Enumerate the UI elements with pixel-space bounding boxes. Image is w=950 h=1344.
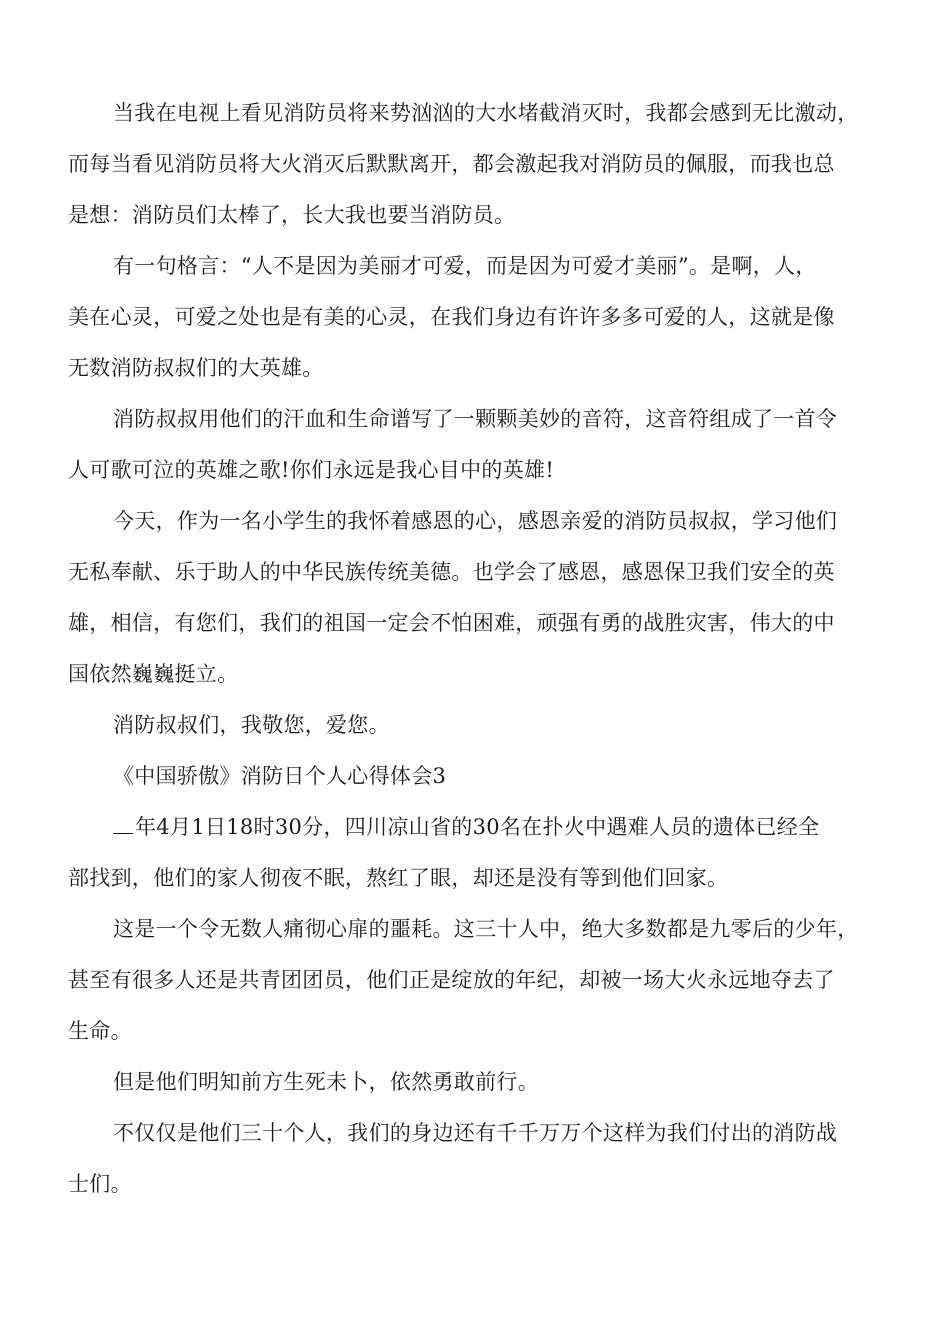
paragraph bbox=[68, 1057, 883, 1108]
document-body bbox=[68, 88, 883, 1210]
text-line: 士们。 bbox=[68, 1172, 132, 1196]
text-line: 甚至有很多人还是共青团团员，他们正是绽放的年纪，却被一场大火永远地夺去了 bbox=[68, 968, 835, 992]
blank-underline bbox=[113, 815, 133, 834]
text-line: 消防叔叔们，我敬您，爱您。 bbox=[113, 713, 390, 737]
text-line: 消防叔叔用他们的汗血和生命谱写了一颗颗美妙的音符，这音符组成了一首令 bbox=[113, 407, 838, 431]
text-line: 是想：消防员们太棒了，长大我也要当消防员。 bbox=[68, 203, 516, 227]
paragraph bbox=[68, 802, 883, 904]
text-line: 部找到，他们的家人彻夜不眠，熬红了眼，却还是没有等到他们回家。 bbox=[68, 866, 729, 890]
text-line: 当我在电视上看见消防员将来势汹汹的大水堵截消灭时，我都会感到无比激动， bbox=[113, 101, 859, 125]
heading-text: 《中国骄傲》消防日个人心得体会3 bbox=[113, 764, 447, 788]
text-line: 不仅仅是他们三十个人，我们的身边还有千千万万个这样为我们付出的消防战 bbox=[113, 1121, 838, 1145]
paragraph bbox=[68, 496, 883, 700]
text-line: 但是他们明知前方生死未卜，依然勇敢前行。 bbox=[113, 1070, 539, 1094]
paragraph bbox=[68, 700, 883, 751]
text-line: 今天，作为一名小学生的我怀着感恩的心，感恩亲爱的消防员叔叔，学习他们 bbox=[113, 509, 838, 533]
text-line: 有一句格言：“人不是因为美丽才可爱，而是因为可爱才美丽”。是啊，人， bbox=[113, 254, 817, 278]
text-line: 生命。 bbox=[68, 1019, 132, 1043]
paragraph bbox=[68, 88, 883, 241]
paragraph bbox=[68, 904, 883, 1057]
text-line: 雄，相信，有您们，我们的祖国一定会不怕困难，顽强有勇的战胜灾害，伟大的中 bbox=[68, 611, 835, 635]
text-line: 无数消防叔叔们的大英雄。 bbox=[68, 356, 324, 380]
text-line-content: 年4月1日18时30分，四川凉山省的30名在扑火中遇难人员的遗体已经全 bbox=[135, 815, 820, 839]
text-line: 无私奉献、乐于助人的中华民族传统美德。也学会了感恩，感恩保卫我们安全的英 bbox=[68, 560, 835, 584]
paragraph bbox=[68, 394, 883, 496]
section-heading bbox=[68, 751, 883, 802]
paragraph bbox=[68, 1108, 883, 1210]
paragraph bbox=[68, 241, 883, 394]
text-line: 美在心灵，可爱之处也是有美的心灵，在我们身边有许许多多可爱的人，这就是像 bbox=[68, 305, 835, 329]
text-line bbox=[68, 802, 883, 853]
text-line: 这是一个令无数人痛彻心扉的噩耗。这三十人中，绝大多数都是九零后的少年， bbox=[113, 917, 859, 941]
text-line: 人可歌可泣的英雄之歌!你们永远是我心目中的英雄! bbox=[68, 458, 555, 482]
text-line: 而每当看见消防员将大火消灭后默默离开，都会激起我对消防员的佩服，而我也总 bbox=[68, 152, 835, 176]
text-line: 国依然巍巍挺立。 bbox=[68, 662, 239, 686]
